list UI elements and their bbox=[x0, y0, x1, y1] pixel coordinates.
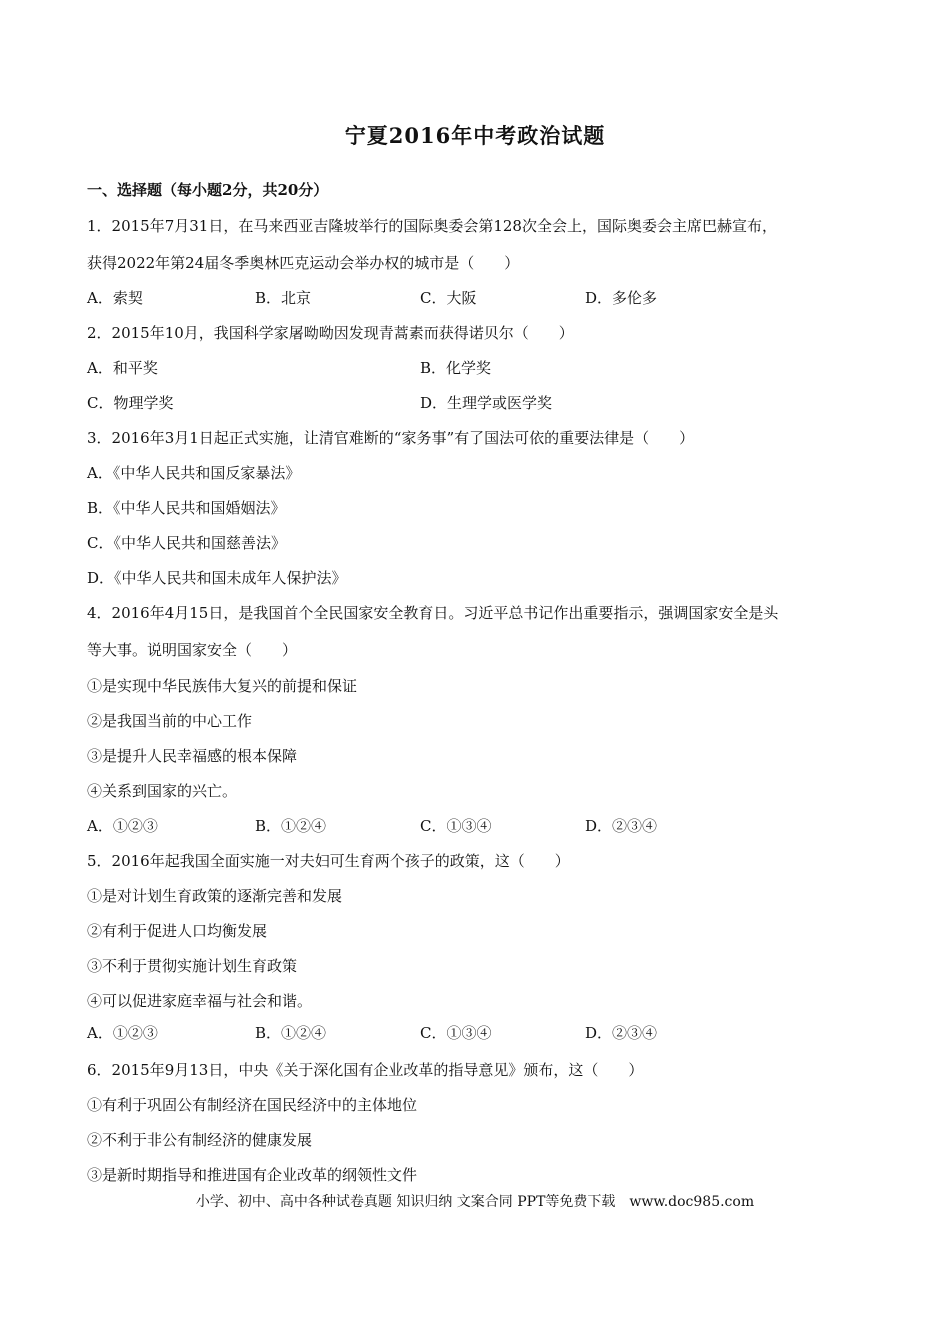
q6-item-3: ③是新时期指导和推进国有企业改革的纲领性文件 bbox=[87, 1166, 418, 1184]
question-6-text: 6．2015年9月13日，中央《关于深化国有企业改革的指导意见》颁布，这（ ） bbox=[87, 1061, 644, 1079]
q3-option-d: D．《中华人民共和国未成年人保护法》 bbox=[87, 569, 347, 587]
q4-item-3: ③是提升人民幸福感的根本保障 bbox=[87, 747, 298, 765]
q4-item-1: ①是实现中华民族伟大复兴的前提和保证 bbox=[87, 677, 358, 695]
q4-option-a: A．①②③ bbox=[87, 817, 158, 835]
q5-option-b: B．①②④ bbox=[255, 1024, 327, 1042]
question-1-text: 1．2015年7月31日，在马来西亚吉隆坡举行的国际奥委会第128次全会上，国际奥委会主席巴赫宣布， bbox=[87, 217, 777, 235]
question-2-text: 2．2015年10月，我国科学家屠呦呦因发现青蒿素而获得诺贝尔（ ） bbox=[87, 324, 574, 342]
q3-option-b: B．《中华人民共和国婚姻法》 bbox=[87, 499, 286, 517]
q5-option-a: A．①②③ bbox=[87, 1024, 158, 1042]
question-1-text-cont: 获得2022年第24届冬季奥林匹克运动会举办权的城市是（ ） bbox=[87, 254, 520, 272]
q5-item-3: ③不利于贯彻实施计划生育政策 bbox=[87, 957, 298, 975]
q2-option-d: D．生理学或医学奖 bbox=[420, 394, 553, 412]
q6-item-1: ①有利于巩固公有制经济在国民经济中的主体地位 bbox=[87, 1096, 418, 1114]
section-heading: 一、选择题（每小题2分，共20分） bbox=[87, 181, 329, 199]
q2-option-b: B．化学奖 bbox=[420, 359, 492, 377]
q2-option-a: A．和平奖 bbox=[87, 359, 158, 377]
document-title: 宁夏2016年中考政治试题 bbox=[344, 123, 606, 148]
q3-option-c: C．《中华人民共和国慈善法》 bbox=[87, 534, 286, 552]
question-4-text: 4．2016年4月15日，是我国首个全民国家安全教育日。习近平总书记作出重要指示，强调国家安全是头 bbox=[87, 604, 779, 622]
q4-item-4: ④关系到国家的兴亡。 bbox=[87, 782, 238, 800]
q1-option-a: A．索契 bbox=[87, 289, 143, 307]
q4-item-2: ②是我国当前的中心工作 bbox=[87, 712, 253, 730]
question-3-text: 3．2016年3月1日起正式实施，让清官难断的“家务事”有了国法可依的重要法律是（ ） bbox=[87, 429, 695, 447]
question-4-text-cont: 等大事。说明国家安全（ ） bbox=[87, 641, 298, 659]
page-footer: 小学、初中、高中各种试卷真题 知识归纳 文案合同 PPT等免费下载 www.doc985.com bbox=[195, 1194, 755, 1210]
q3-option-a: A．《中华人民共和国反家暴法》 bbox=[87, 464, 301, 482]
q1-option-b: B．北京 bbox=[255, 289, 312, 307]
q1-option-d: D．多伦多 bbox=[585, 289, 658, 307]
q4-option-b: B．①②④ bbox=[255, 817, 327, 835]
q6-item-2: ②不利于非公有制经济的健康发展 bbox=[87, 1131, 313, 1149]
q5-item-1: ①是对计划生育政策的逐渐完善和发展 bbox=[87, 887, 343, 905]
q5-item-4: ④可以促进家庭幸福与社会和谐。 bbox=[87, 992, 313, 1010]
q1-option-c: C．大阪 bbox=[420, 289, 477, 307]
q5-option-d: D．②③④ bbox=[585, 1024, 658, 1042]
q5-option-c: C．①③④ bbox=[420, 1024, 492, 1042]
q4-option-c: C．①③④ bbox=[420, 817, 492, 835]
q2-option-c: C．物理学奖 bbox=[87, 394, 174, 412]
question-5-text: 5．2016年起我国全面实施一对夫妇可生育两个孩子的政策，这（ ） bbox=[87, 852, 570, 870]
q4-option-d: D．②③④ bbox=[585, 817, 658, 835]
q5-item-2: ②有利于促进人口均衡发展 bbox=[87, 922, 268, 940]
